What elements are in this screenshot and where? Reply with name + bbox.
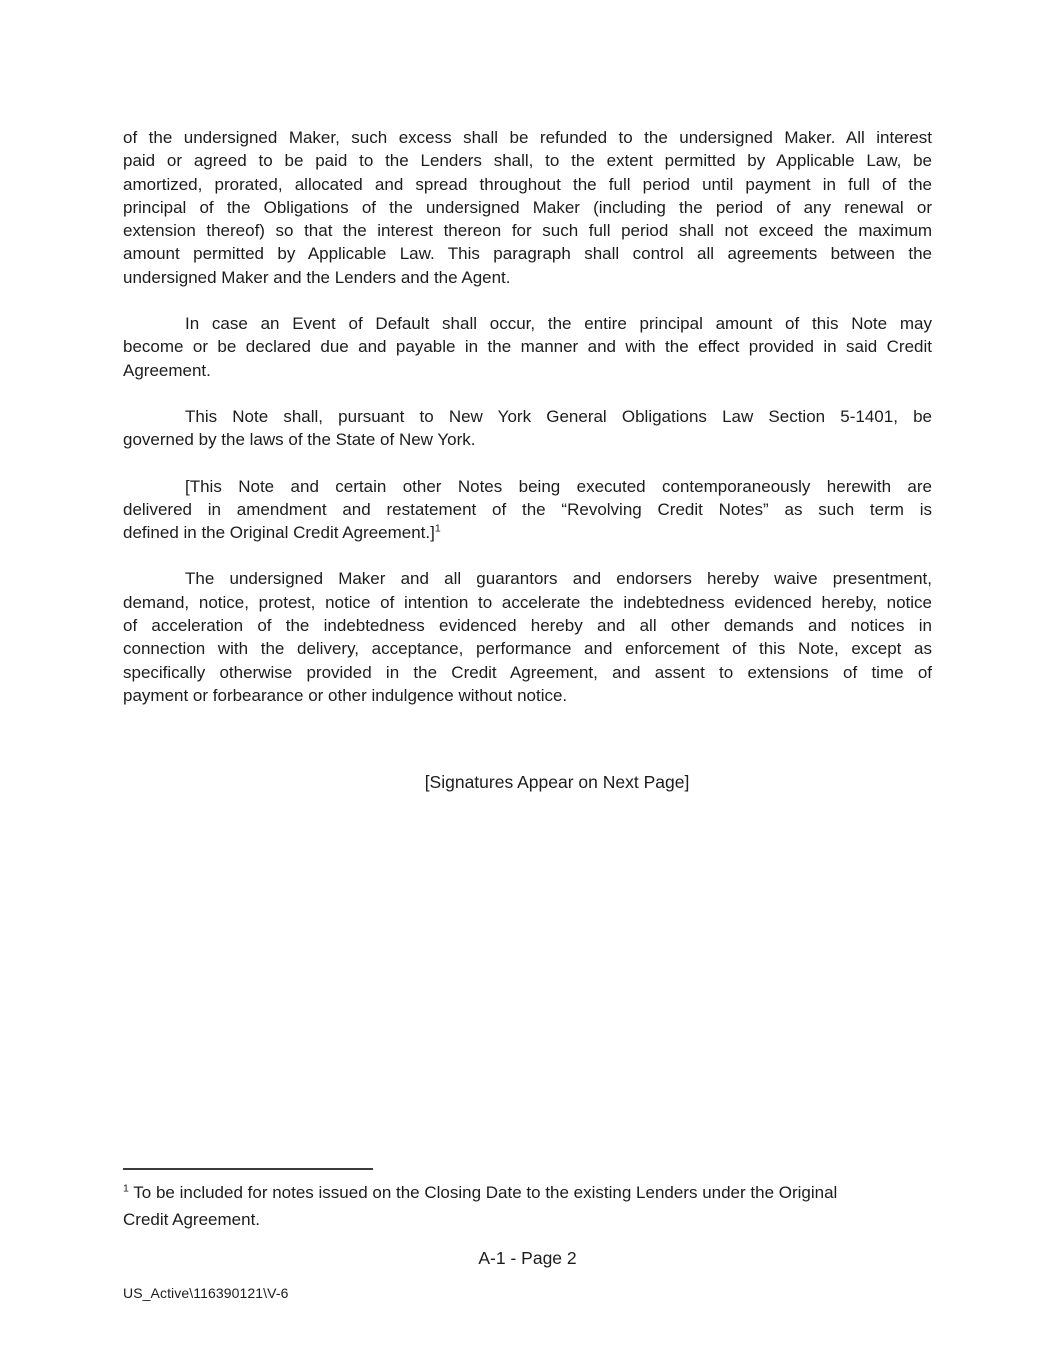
text-line: connection with the delivery, acceptance, performance and enforcement of this Note, except as bbox=[123, 639, 932, 659]
text-segment: defined in the Original Credit Agreement.] bbox=[123, 523, 435, 543]
text-line: of the undersigned Maker, such excess shall be refunded to the undersigned Maker. All interest bbox=[123, 128, 932, 147]
text-line: specifically otherwise provided in the Credit Agreement, and assent to extensions of time of bbox=[123, 662, 932, 682]
text-line: amount permitted by Applicable Law. This paragraph shall control all agreements between the bbox=[123, 244, 932, 264]
text-line: undersigned Maker and the Lenders and the Agent. bbox=[123, 267, 511, 287]
body-text bbox=[123, 126, 932, 707]
text-line: amortized, prorated, allocated and spread throughout the full period until payment in full of the bbox=[123, 174, 932, 194]
footnote-separator bbox=[123, 1168, 373, 1170]
text-line: In case an Event of Default shall occur, the entire principal amount of this Note may bbox=[185, 314, 932, 334]
footnote-reference: 1 bbox=[434, 522, 441, 535]
paragraph-interest-savings bbox=[123, 126, 932, 289]
paragraph-event-of-default bbox=[123, 312, 932, 382]
text-line: extension thereof) so that the interest thereon for such full period shall not exceed the maximum bbox=[123, 221, 932, 241]
text-line: governed by the laws of the State of New York. bbox=[123, 430, 476, 450]
text-line: of acceleration of the indebtedness evidenced hereby and all other demands and notices in bbox=[123, 616, 932, 636]
footnote bbox=[123, 1179, 935, 1233]
text-line: [This Note and certain other Notes being executed contemporaneously herewith are bbox=[185, 476, 932, 496]
text-line: delivered in amendment and restatement of the “Revolving Credit Notes” as such term is bbox=[123, 499, 932, 519]
footnote-text: To be included for notes issued on the Closing Date to the existing Lenders under the Original bbox=[133, 1183, 838, 1202]
signatures-notice: [Signatures Appear on Next Page] bbox=[424, 772, 690, 792]
paragraph-amendment-restatement bbox=[123, 475, 932, 545]
text-line: The undersigned Maker and all guarantors and endorsers hereby waive presentment, bbox=[185, 569, 932, 589]
text-line: Agreement. bbox=[123, 360, 211, 380]
text-line: This Note shall, pursuant to New York General Obligations Law Section 5-1401, be bbox=[185, 406, 932, 426]
footnote-line bbox=[123, 1179, 935, 1206]
page-number: A-1 - Page 2 bbox=[478, 1248, 577, 1268]
text-line: paid or agreed to be paid to the Lenders shall, to the extent permitted by Applicable Law, be bbox=[123, 151, 932, 171]
text-line: principal of the Obligations of the undersigned Maker (including the period of any renewal or bbox=[123, 197, 932, 217]
paragraph-waiver bbox=[123, 567, 932, 707]
paragraph-governing-law bbox=[123, 405, 932, 452]
footnote-line: Credit Agreement. bbox=[123, 1210, 261, 1229]
doc-reference-number: US_Active\116390121\V-6 bbox=[123, 1285, 289, 1301]
text-line: demand, notice, protest, notice of intention to accelerate the indebtedness evidenced hereby, notice bbox=[123, 592, 932, 612]
text-line: become or be declared due and payable in the manner and with the effect provided in said Credit bbox=[123, 337, 932, 357]
text-line: payment or forbearance or other indulgence without notice. bbox=[123, 685, 568, 705]
text-line bbox=[123, 521, 932, 544]
footnote-marker: 1 bbox=[123, 1182, 129, 1195]
